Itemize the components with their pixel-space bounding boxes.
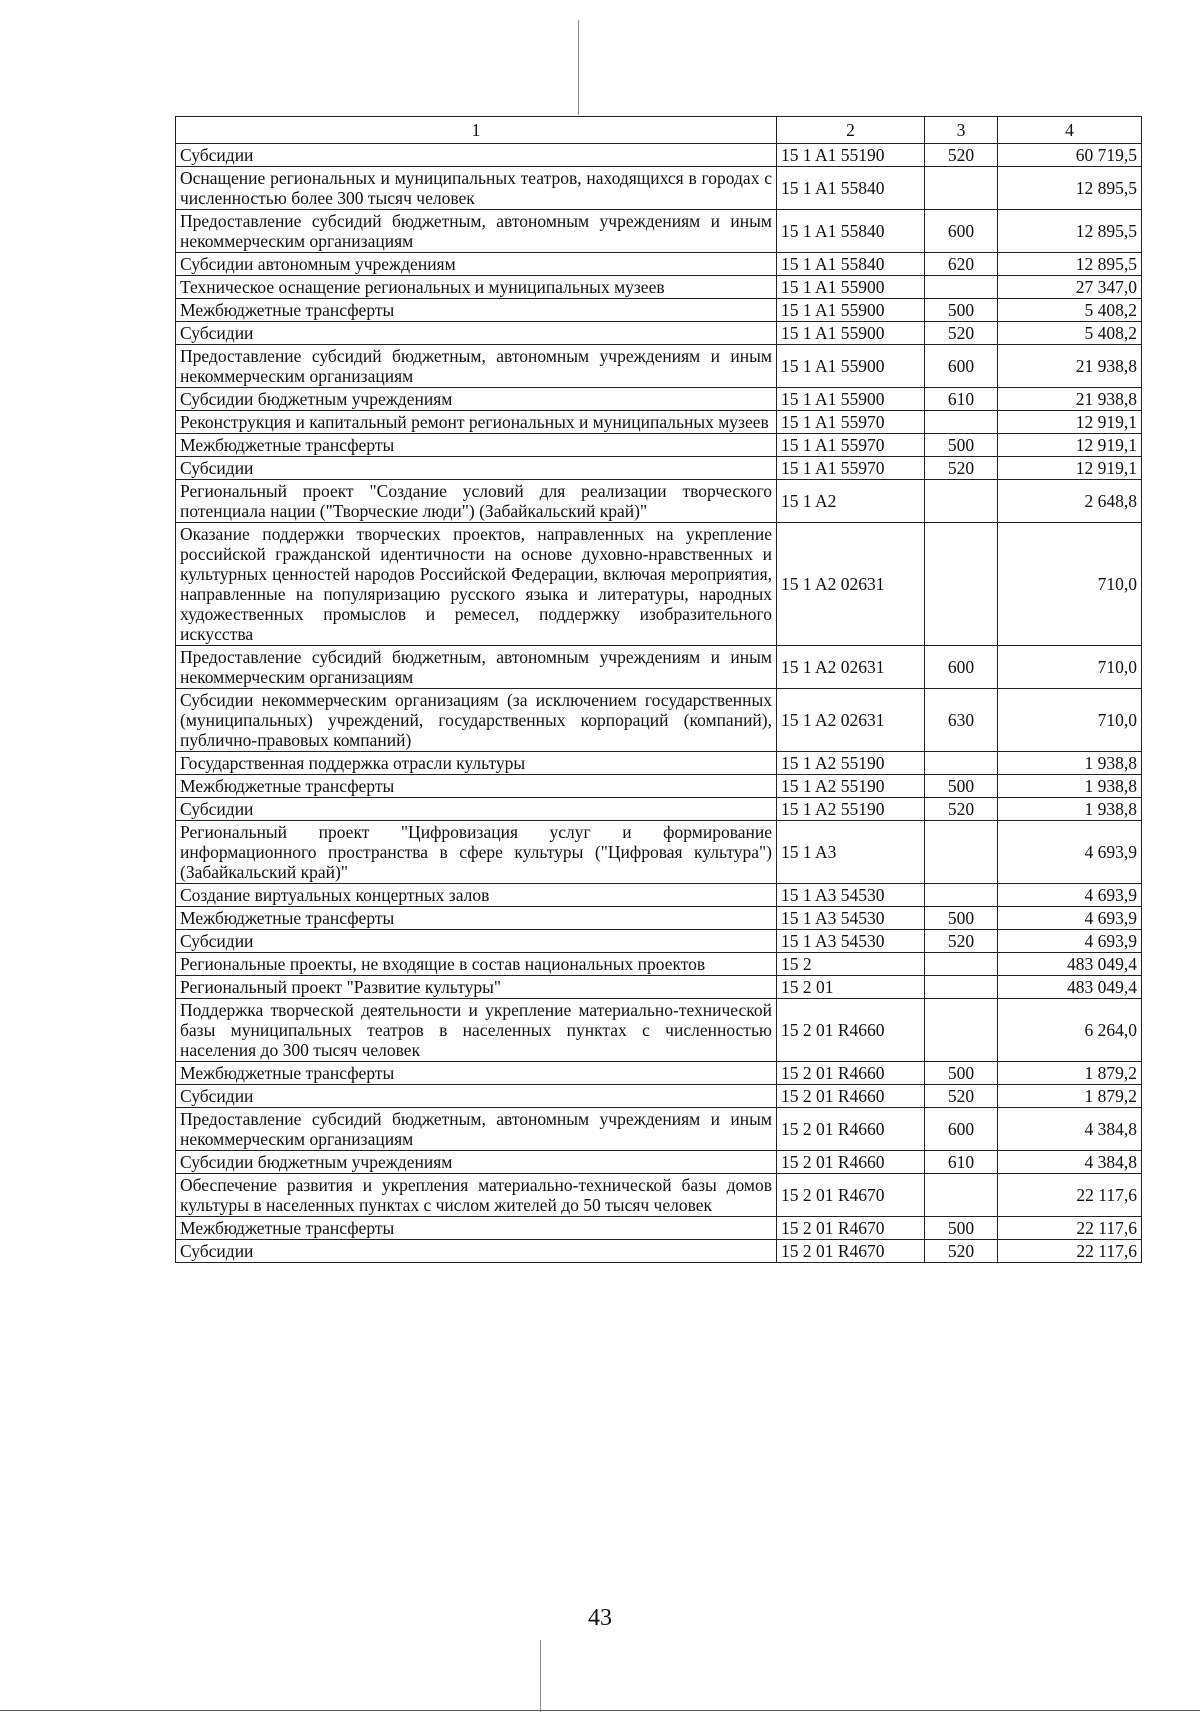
- row-description: Межбюджетные трансферты: [176, 299, 777, 322]
- row-amount: 4 693,9: [998, 884, 1142, 907]
- row-code: 15 1 A1 55970: [777, 411, 925, 434]
- row-type: 500: [925, 775, 998, 798]
- row-code: 15 1 A3 54530: [777, 930, 925, 953]
- table-header-row: [176, 117, 1142, 144]
- row-type: 520: [925, 930, 998, 953]
- row-code: 15 2 01: [777, 976, 925, 999]
- row-amount: 2 648,8: [998, 480, 1142, 523]
- row-amount: 21 938,8: [998, 345, 1142, 388]
- table-row: [176, 999, 1142, 1062]
- row-amount: 1 879,2: [998, 1085, 1142, 1108]
- table-row: [176, 1062, 1142, 1085]
- table-row: [176, 953, 1142, 976]
- row-type: 500: [925, 434, 998, 457]
- row-code: 15 1 A1 55970: [777, 457, 925, 480]
- fold-line-bottom: [540, 1640, 541, 1712]
- row-description: Субсидии бюджетным учреждениям: [176, 1151, 777, 1174]
- row-type: 500: [925, 907, 998, 930]
- row-code: 15 1 A1 55840: [777, 167, 925, 210]
- row-description: Оказание поддержки творческих проектов, направленных на укрепление российской гражданской идентичности на основе духовно-нравственных и культурных ценностей народов Российской Федерации, включая мероприятия, направленные на популяризацию русского языка и литературы, народных художественных промыслов и ремесел, поддержку изобразительного искусства: [176, 523, 777, 646]
- row-description: Региональные проекты, не входящие в состав национальных проектов: [176, 953, 777, 976]
- row-description: Субсидии некоммерческим организациям (за исключением государственных (муниципальных) учреждений, государственных корпораций (компаний), публично-правовых компаний): [176, 689, 777, 752]
- row-code: 15 1 A1 55840: [777, 253, 925, 276]
- row-type: 500: [925, 1217, 998, 1240]
- row-amount: 22 117,6: [998, 1217, 1142, 1240]
- row-amount: 4 693,9: [998, 821, 1142, 884]
- table-row: [176, 523, 1142, 646]
- row-code: 15 2 01 R4660: [777, 1085, 925, 1108]
- row-description: Региональный проект "Развитие культуры": [176, 976, 777, 999]
- row-type: [925, 999, 998, 1062]
- header-col-2: 2: [777, 117, 925, 144]
- row-type: 610: [925, 1151, 998, 1174]
- row-description: Межбюджетные трансферты: [176, 775, 777, 798]
- row-code: 15 1 A2 55190: [777, 752, 925, 775]
- row-description: Создание виртуальных концертных залов: [176, 884, 777, 907]
- row-type: [925, 523, 998, 646]
- row-code: 15 1 A1 55190: [777, 144, 925, 167]
- table-row: [176, 276, 1142, 299]
- row-type: 610: [925, 388, 998, 411]
- table-row: [176, 345, 1142, 388]
- row-amount: 483 049,4: [998, 976, 1142, 999]
- row-description: Субсидии: [176, 457, 777, 480]
- table-row: [176, 976, 1142, 999]
- row-description: Предоставление субсидий бюджетным, автономным учреждениям и иным некоммерческим организациям: [176, 210, 777, 253]
- row-description: Оснащение региональных и муниципальных театров, находящихся в городах с численностью более 300 тысяч человек: [176, 167, 777, 210]
- row-description: Межбюджетные трансферты: [176, 907, 777, 930]
- table-row: [176, 253, 1142, 276]
- row-type: 600: [925, 1108, 998, 1151]
- budget-table: [175, 116, 1142, 1263]
- row-amount: 12 895,5: [998, 167, 1142, 210]
- row-amount: 5 408,2: [998, 299, 1142, 322]
- table-row: [176, 930, 1142, 953]
- table-row: [176, 1085, 1142, 1108]
- page-number: 43: [588, 1605, 612, 1631]
- row-type: 600: [925, 345, 998, 388]
- row-code: 15 2 01 R4670: [777, 1217, 925, 1240]
- table-row: [176, 1108, 1142, 1151]
- row-description: Региональный проект "Цифровизация услуг и формирование информационного пространства в сфере культуры ("Цифровая культура") (Забайкальский край)": [176, 821, 777, 884]
- row-code: 15 1 A1 55900: [777, 388, 925, 411]
- row-description: Субсидии: [176, 798, 777, 821]
- table-row: [176, 411, 1142, 434]
- row-amount: 4 384,8: [998, 1108, 1142, 1151]
- row-type: 600: [925, 210, 998, 253]
- row-code: 15 1 A2 02631: [777, 523, 925, 646]
- row-code: 15 1 A2: [777, 480, 925, 523]
- table-row: [176, 388, 1142, 411]
- row-type: 520: [925, 1085, 998, 1108]
- row-code: 15 2 01 R4670: [777, 1240, 925, 1263]
- row-type: 520: [925, 798, 998, 821]
- table-row: [176, 689, 1142, 752]
- row-type: [925, 821, 998, 884]
- row-type: [925, 167, 998, 210]
- row-amount: 1 938,8: [998, 775, 1142, 798]
- header-col-3: 3: [925, 117, 998, 144]
- row-description: Техническое оснащение региональных и муниципальных музеев: [176, 276, 777, 299]
- row-amount: 1 938,8: [998, 798, 1142, 821]
- row-code: 15 2 01 R4670: [777, 1174, 925, 1217]
- row-code: 15 1 A1 55970: [777, 434, 925, 457]
- table-row: [176, 1151, 1142, 1174]
- table-row: [176, 210, 1142, 253]
- table-row: [176, 1217, 1142, 1240]
- table-row: [176, 646, 1142, 689]
- row-description: Субсидии: [176, 322, 777, 345]
- row-code: 15 1 A2 02631: [777, 646, 925, 689]
- row-code: 15 2 01 R4660: [777, 1108, 925, 1151]
- row-type: 500: [925, 299, 998, 322]
- row-amount: 12 895,5: [998, 253, 1142, 276]
- row-amount: 21 938,8: [998, 388, 1142, 411]
- row-type: [925, 1174, 998, 1217]
- row-code: 15 1 A3 54530: [777, 907, 925, 930]
- row-type: 620: [925, 253, 998, 276]
- row-description: Субсидии: [176, 144, 777, 167]
- table-row: [176, 322, 1142, 345]
- row-amount: 4 693,9: [998, 930, 1142, 953]
- row-description: Реконструкция и капитальный ремонт региональных и муниципальных музеев: [176, 411, 777, 434]
- table-row: [176, 434, 1142, 457]
- row-description: Субсидии: [176, 1240, 777, 1263]
- row-description: Поддержка творческой деятельности и укрепление материально-технической базы муниципальных театров в населенных пунктах с численностью населения до 300 тысяч человек: [176, 999, 777, 1062]
- row-type: [925, 480, 998, 523]
- row-type: 520: [925, 457, 998, 480]
- row-amount: 6 264,0: [998, 999, 1142, 1062]
- table-row: [176, 299, 1142, 322]
- table-row: [176, 884, 1142, 907]
- row-description: Межбюджетные трансферты: [176, 434, 777, 457]
- row-amount: 60 719,5: [998, 144, 1142, 167]
- row-code: 15 2 01 R4660: [777, 999, 925, 1062]
- row-code: 15 2: [777, 953, 925, 976]
- row-description: Межбюджетные трансферты: [176, 1217, 777, 1240]
- row-description: Обеспечение развития и укрепления материально-технической базы домов культуры в населенных пунктах с числом жителей до 50 тысяч человек: [176, 1174, 777, 1217]
- row-type: 500: [925, 1062, 998, 1085]
- row-amount: 27 347,0: [998, 276, 1142, 299]
- row-amount: 5 408,2: [998, 322, 1142, 345]
- row-type: [925, 976, 998, 999]
- table-row: [176, 775, 1142, 798]
- row-code: 15 1 A1 55900: [777, 345, 925, 388]
- row-code: 15 1 A1 55900: [777, 299, 925, 322]
- row-code: 15 2 01 R4660: [777, 1062, 925, 1085]
- row-code: 15 1 A2 55190: [777, 798, 925, 821]
- row-type: 520: [925, 1240, 998, 1263]
- row-code: 15 2 01 R4660: [777, 1151, 925, 1174]
- row-description: Межбюджетные трансферты: [176, 1062, 777, 1085]
- row-type: 630: [925, 689, 998, 752]
- row-code: 15 1 A2 02631: [777, 689, 925, 752]
- header-col-1: 1: [176, 117, 777, 144]
- row-amount: 1 938,8: [998, 752, 1142, 775]
- row-type: [925, 953, 998, 976]
- row-code: 15 1 A1 55900: [777, 276, 925, 299]
- row-description: Субсидии бюджетным учреждениям: [176, 388, 777, 411]
- row-type: [925, 752, 998, 775]
- row-description: Предоставление субсидий бюджетным, автономным учреждениям и иным некоммерческим организациям: [176, 345, 777, 388]
- row-description: Государственная поддержка отрасли культуры: [176, 752, 777, 775]
- row-amount: 710,0: [998, 689, 1142, 752]
- table-row: [176, 457, 1142, 480]
- table-row: [176, 752, 1142, 775]
- row-amount: 710,0: [998, 646, 1142, 689]
- row-description: Предоставление субсидий бюджетным, автономным учреждениям и иным некоммерческим организациям: [176, 646, 777, 689]
- row-code: 15 1 A1 55840: [777, 210, 925, 253]
- row-amount: 1 879,2: [998, 1062, 1142, 1085]
- table-row: [176, 144, 1142, 167]
- row-amount: 12 895,5: [998, 210, 1142, 253]
- row-amount: 22 117,6: [998, 1240, 1142, 1263]
- row-type: 520: [925, 144, 998, 167]
- table-row: [176, 821, 1142, 884]
- row-description: Субсидии: [176, 930, 777, 953]
- table-row: [176, 1174, 1142, 1217]
- row-amount: 12 919,1: [998, 457, 1142, 480]
- row-description: Субсидии: [176, 1085, 777, 1108]
- row-code: 15 1 A1 55900: [777, 322, 925, 345]
- row-amount: 710,0: [998, 523, 1142, 646]
- row-code: 15 1 A3 54530: [777, 884, 925, 907]
- row-code: 15 1 A2 55190: [777, 775, 925, 798]
- row-description: Предоставление субсидий бюджетным, автономным учреждениям и иным некоммерческим организациям: [176, 1108, 777, 1151]
- row-type: 520: [925, 322, 998, 345]
- row-amount: 12 919,1: [998, 411, 1142, 434]
- row-type: [925, 884, 998, 907]
- row-type: 600: [925, 646, 998, 689]
- table-row: [176, 480, 1142, 523]
- table-row: [176, 1240, 1142, 1263]
- row-description: Региональный проект "Создание условий для реализации творческого потенциала нации ("Творческие люди") (Забайкальский край)": [176, 480, 777, 523]
- row-amount: 12 919,1: [998, 434, 1142, 457]
- row-amount: 4 693,9: [998, 907, 1142, 930]
- table-row: [176, 798, 1142, 821]
- table-row: [176, 907, 1142, 930]
- row-amount: 22 117,6: [998, 1174, 1142, 1217]
- scan-edge: [0, 1710, 1200, 1711]
- row-description: Субсидии автономным учреждениям: [176, 253, 777, 276]
- row-code: 15 1 A3: [777, 821, 925, 884]
- table-row: [176, 167, 1142, 210]
- row-type: [925, 411, 998, 434]
- fold-line-top: [578, 20, 579, 115]
- row-amount: 4 384,8: [998, 1151, 1142, 1174]
- row-type: [925, 276, 998, 299]
- header-col-4: 4: [998, 117, 1142, 144]
- row-amount: 483 049,4: [998, 953, 1142, 976]
